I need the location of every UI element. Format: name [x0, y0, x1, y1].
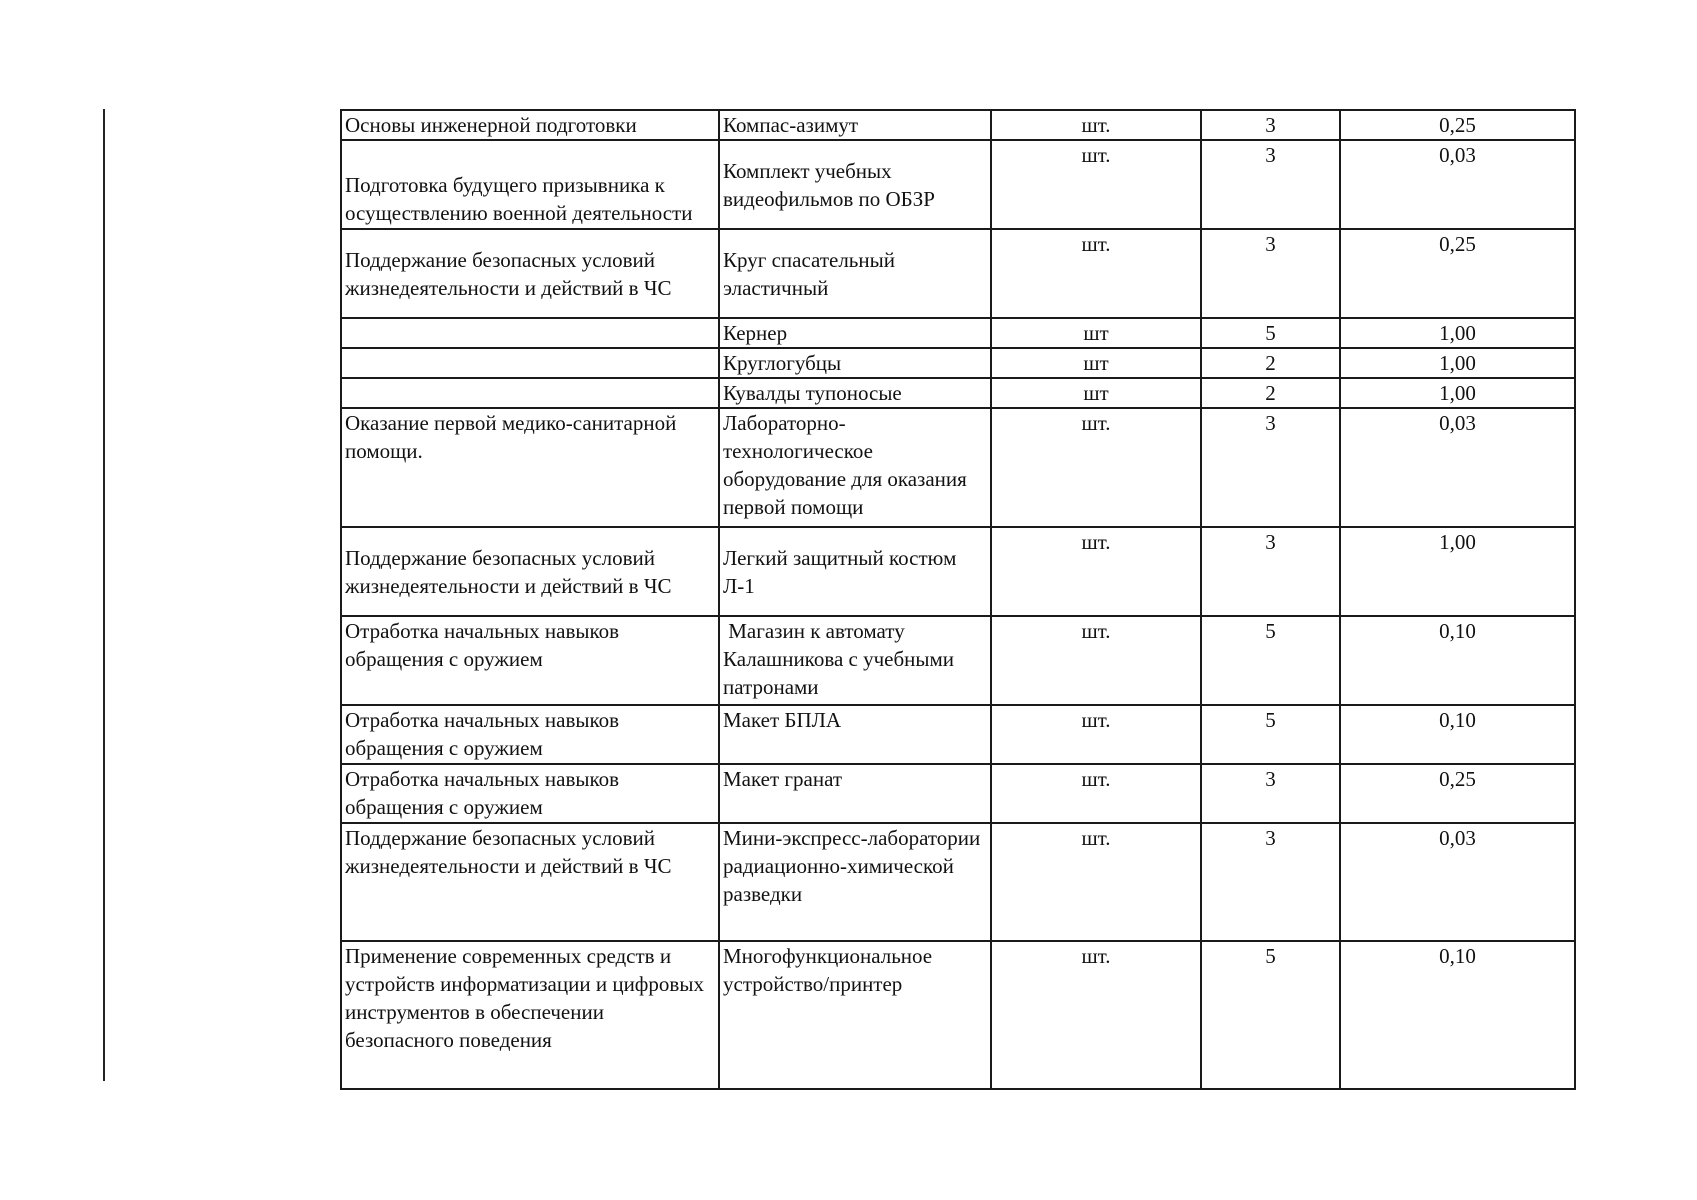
section-cell: Поддержание безопасных условий жизнедеятельности и действий в ЧС	[341, 229, 719, 318]
table-row	[341, 140, 1575, 229]
ratio-cell: 0,10	[1340, 616, 1575, 705]
unit-cell: шт	[991, 348, 1201, 378]
item-cell: Лабораторно-технологическое оборудование для оказания первой помощи	[719, 408, 991, 527]
quantity-cell: 5	[1201, 616, 1340, 705]
ratio-cell: 1,00	[1340, 318, 1575, 348]
section-cell: Отработка начальных навыков обращения с оружием	[341, 764, 719, 823]
item-cell: Легкий защитный костюм Л-1	[719, 527, 991, 616]
quantity-cell: 2	[1201, 378, 1340, 408]
item-cell: Макет гранат	[719, 764, 991, 823]
ratio-cell: 0,25	[1340, 764, 1575, 823]
quantity-cell: 3	[1201, 764, 1340, 823]
quantity-cell: 3	[1201, 229, 1340, 318]
ratio-cell: 1,00	[1340, 378, 1575, 408]
table-row	[341, 823, 1575, 941]
item-cell: Многофункциональное устройство/принтер	[719, 941, 991, 1089]
quantity-cell: 3	[1201, 823, 1340, 941]
quantity-cell: 3	[1201, 140, 1340, 229]
item-cell: Магазин к автомату Калашникова с учебными патронами	[719, 616, 991, 705]
ratio-cell: 0,03	[1340, 408, 1575, 527]
ratio-cell: 0,10	[1340, 941, 1575, 1089]
section-cell: Отработка начальных навыков обращения с оружием	[341, 616, 719, 705]
table-row	[341, 705, 1575, 764]
table-row	[341, 378, 1575, 408]
ratio-cell: 0,25	[1340, 110, 1575, 140]
unit-cell: шт	[991, 378, 1201, 408]
section-cell	[341, 378, 719, 408]
item-cell: Мини-экспресс-лаборатории радиационно-химической разведки	[719, 823, 991, 941]
ratio-cell: 0,03	[1340, 140, 1575, 229]
item-cell: Компас-азимут	[719, 110, 991, 140]
unit-cell: шт.	[991, 527, 1201, 616]
ratio-cell: 0,10	[1340, 705, 1575, 764]
section-cell	[341, 318, 719, 348]
quantity-cell: 2	[1201, 348, 1340, 378]
unit-cell: шт.	[991, 408, 1201, 527]
ratio-cell: 1,00	[1340, 348, 1575, 378]
ratio-cell: 1,00	[1340, 527, 1575, 616]
table-row	[341, 348, 1575, 378]
item-cell: Кернер	[719, 318, 991, 348]
quantity-cell: 3	[1201, 408, 1340, 527]
section-cell	[341, 348, 719, 378]
section-cell: Отработка начальных навыков обращения с оружием	[341, 705, 719, 764]
quantity-cell: 5	[1201, 941, 1340, 1089]
section-cell: Поддержание безопасных условий жизнедеятельности и действий в ЧС	[341, 527, 719, 616]
table-row	[341, 764, 1575, 823]
item-cell: Кувалды тупоносые	[719, 378, 991, 408]
table-row	[341, 527, 1575, 616]
item-cell: Комплект учебных видеофильмов по ОБЗР	[719, 140, 991, 229]
table-row	[341, 318, 1575, 348]
quantity-cell: 5	[1201, 705, 1340, 764]
unit-cell: шт.	[991, 764, 1201, 823]
table-row	[341, 941, 1575, 1089]
section-cell: Применение современных средств и устройств информатизации и цифровых инструментов в обеспечении безопасного поведения	[341, 941, 719, 1089]
equipment-table	[340, 109, 1576, 1090]
unit-cell: шт	[991, 318, 1201, 348]
section-cell: Поддержание безопасных условий жизнедеятельности и действий в ЧС	[341, 823, 719, 941]
quantity-cell: 3	[1201, 527, 1340, 616]
unit-cell: шт.	[991, 229, 1201, 318]
unit-cell: шт.	[991, 941, 1201, 1089]
item-cell: Макет БПЛА	[719, 705, 991, 764]
table-row	[341, 616, 1575, 705]
unit-cell: шт.	[991, 823, 1201, 941]
section-cell: Основы инженерной подготовки	[341, 110, 719, 140]
unit-cell: шт.	[991, 140, 1201, 229]
unit-cell: шт.	[991, 110, 1201, 140]
item-cell: Круг спасательный эластичный	[719, 229, 991, 318]
table-row	[341, 229, 1575, 318]
unit-cell: шт.	[991, 705, 1201, 764]
ratio-cell: 0,03	[1340, 823, 1575, 941]
section-cell: Подготовка будущего призывника к осуществлению военной деятельности	[341, 140, 719, 229]
table-row	[341, 408, 1575, 527]
page-margin-line	[103, 109, 105, 1081]
item-cell: Круглогубцы	[719, 348, 991, 378]
quantity-cell: 3	[1201, 110, 1340, 140]
ratio-cell: 0,25	[1340, 229, 1575, 318]
quantity-cell: 5	[1201, 318, 1340, 348]
unit-cell: шт.	[991, 616, 1201, 705]
section-cell: Оказание первой медико-санитарной помощи.	[341, 408, 719, 527]
table-row	[341, 110, 1575, 140]
